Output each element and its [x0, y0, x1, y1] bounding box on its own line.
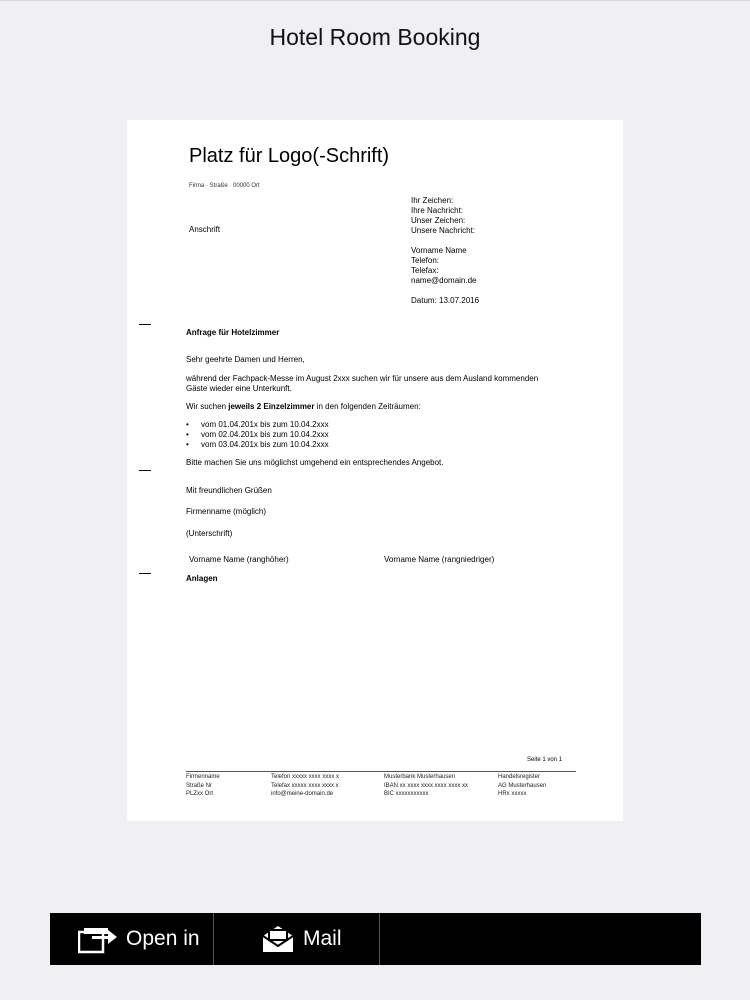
open-in-icon: [78, 923, 118, 955]
contact-name: Vorname Name: [411, 246, 467, 255]
fold-mark: [139, 573, 151, 574]
salutation: Sehr geehrte Damen und Herren,: [186, 355, 305, 364]
open-in-label: Open in: [126, 927, 200, 950]
attachments-heading: Anlagen: [186, 574, 218, 583]
unsere-nachricht: Unsere Nachricht:: [411, 226, 476, 235]
closing: Mit freundlichen Grüßen: [186, 486, 272, 495]
paragraph-1-line-1: während der Fachpack-Messe im August 2xxx suchen wir für unsere aus dem Ausland kommenden: [186, 374, 539, 383]
date-list: [186, 420, 329, 450]
open-in-button[interactable]: [50, 913, 214, 965]
footer-company: Firmenname Straße Nr PLZxx Ort: [186, 774, 220, 797]
signer-right: Vorname Name (rangniedriger): [384, 555, 495, 564]
reference-block: [411, 196, 479, 306]
list-item: • vom 02.04.201x bis zum 10.04.2xxx: [186, 430, 329, 439]
paragraph-2: Wir suchen jeweils 2 Einzelzimmer in den folgenden Zeiträumen:: [186, 402, 421, 411]
list-item: • vom 01.04.201x bis zum 10.04.2xxx: [186, 420, 329, 429]
contact-telefax: Telefax:: [411, 266, 439, 275]
ihre-nachricht: Ihre Nachricht:: [411, 206, 464, 215]
mail-label: Mail: [303, 927, 342, 950]
document-preview[interactable]: [127, 120, 623, 821]
toolbar-empty-area: [380, 913, 701, 965]
contact-telefon: Telefon:: [411, 256, 440, 265]
page-title: Hotel Room Booking: [269, 24, 481, 50]
punch-mark: [139, 470, 151, 471]
top-divider: [0, 0, 750, 1]
mail-button[interactable]: [214, 913, 380, 965]
contact-email: name@domain.de: [411, 276, 477, 285]
subject-line: Anfrage für Hotelzimmer: [186, 328, 280, 337]
fold-mark: [139, 324, 151, 325]
ihr-zeichen: Ihr Zeichen:: [411, 196, 454, 205]
logo-placeholder: Platz für Logo(-Schrift): [189, 145, 390, 167]
footer-register: Handelsregister AG Musterhausen HRx xxxxx: [498, 774, 547, 797]
date: Datum: 13.07.2016: [411, 296, 480, 305]
request: Bitte machen Sie uns möglichst umgehend ein entsprechendes Angebot.: [186, 458, 444, 467]
footer-contact: Telefon xxxxx xxxx xxxx x Telefax xxxxx xxxx xxxx x info@meine-domain.de: [271, 774, 340, 797]
sender-line: Firma · Straße · 00000 Ort: [189, 183, 260, 189]
paragraph-1-line-2: Gäste wieder eine Unterkunft.: [186, 384, 292, 393]
address-label: Anschrift: [189, 225, 221, 234]
company-name: Firmenname (möglich): [186, 507, 267, 516]
page-number: Seite 1 von 1: [527, 757, 563, 763]
unser-zeichen: Unser Zeichen:: [411, 216, 466, 225]
bottom-toolbar: [50, 913, 701, 965]
list-item: • vom 03.04.201x bis zum 10.04.2xxx: [186, 440, 329, 449]
mail-icon: [261, 924, 295, 954]
signer-left: Vorname Name (ranghöher): [189, 555, 289, 564]
footer-divider: [186, 771, 576, 772]
signature-placeholder: (Unterschrift): [186, 529, 233, 538]
footer-bank: Musterbank Musterhausen IBAN xx xxxx xxxx xxxx xxxx xx BIC xxxxxxxxxxx: [384, 774, 469, 797]
